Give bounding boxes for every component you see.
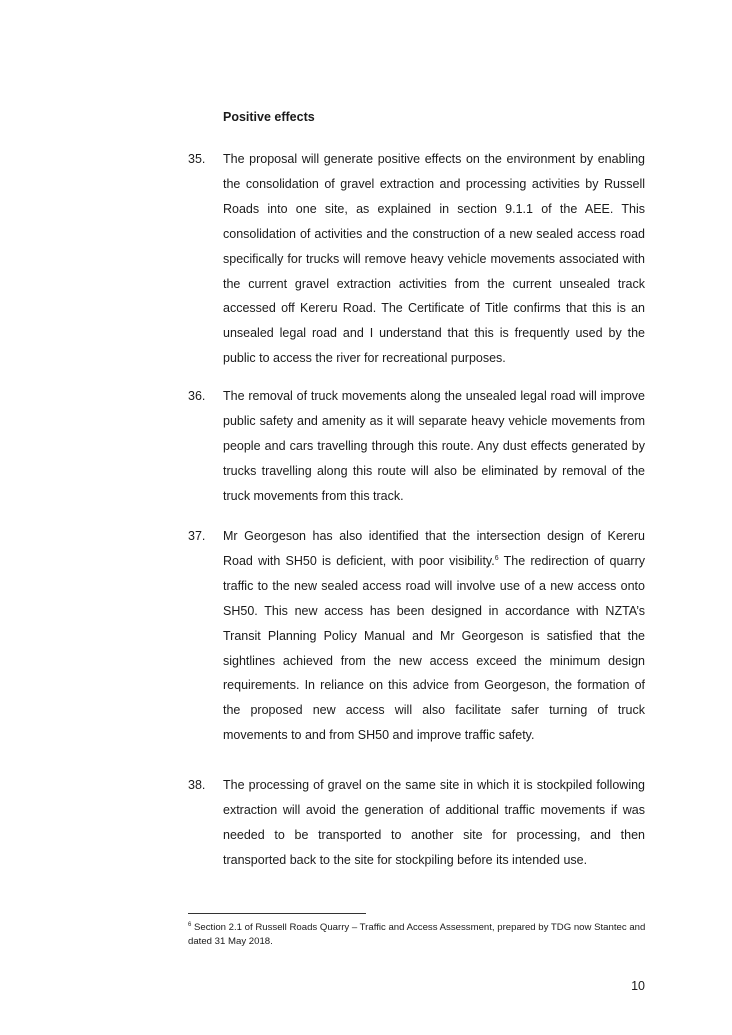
paragraph-text-part: Mr Georgeson has also identified that the intersection design of Kereru Road with SH50 is deficient, with poor visibility. <box>223 529 645 568</box>
paragraph-36 <box>188 384 645 509</box>
paragraph-text <box>223 524 645 748</box>
footnote <box>188 921 648 948</box>
page-number: 10 <box>631 979 645 993</box>
paragraph-text-part: The redirection of quarry traffic to the new sealed access road will involve use of a new access onto SH50. This new access has been designed in accordance with NZTA’s Transit Planning Policy Manual and Mr Georgeson is satisfied that the sightlines achieved from the new access exceed the minimum design requirements. In reliance on this advice from Georgeson, the formation of the proposed new access will also facilitate safer turning of truck movements to and from SH50 and improve traffic safety. <box>223 553 645 743</box>
paragraph-number: 38. <box>188 778 206 792</box>
paragraph-number: 35. <box>188 152 206 166</box>
paragraph-text: The processing of gravel on the same site in which it is stockpiled following extraction will avoid the generation of additional traffic movements if was needed to be transported to another site for processing, and then transported back to the site for stockpiling before its intended use. <box>223 778 645 867</box>
footnote-text: Section 2.1 of Russell Roads Quarry – Traffic and Access Assessment, prepared by TDG now Stantec and dated 31 May 2018. <box>188 922 646 947</box>
paragraph-number: 37. <box>188 529 206 543</box>
footnote-reference[interactable]: 6 <box>494 554 499 562</box>
paragraph-38 <box>188 773 645 873</box>
section-heading: Positive effects <box>223 110 315 124</box>
paragraph-37 <box>188 524 645 748</box>
footnote-marker: 6 <box>188 921 192 928</box>
paragraph-35 <box>188 147 645 371</box>
paragraph-text: The proposal will generate positive effects on the environment by enabling the consolidation of gravel extraction and processing activities by Russell Roads into one site, as explained in section 9.1.1 of the AEE. This consolidation of activities and the construction of a new sealed access road specifically for trucks will remove heavy vehicle movements associated with the current gravel extraction activities from the current unsealed track accessed off Kereru Road. The Certificate of Title confirms that this is an unsealed legal road and I understand that this is frequently used by the public to access the river for recreational purposes. <box>223 152 645 366</box>
footnote-separator <box>188 913 366 914</box>
paragraph-text: The removal of truck movements along the unsealed legal road will improve public safety and amenity as it will separate heavy vehicle movements from people and cars travelling through this route. Any dust effects generated by trucks travelling along this route will also be eliminated by removal of the truck movements from this track. <box>223 389 645 503</box>
paragraph-number: 36. <box>188 389 206 403</box>
